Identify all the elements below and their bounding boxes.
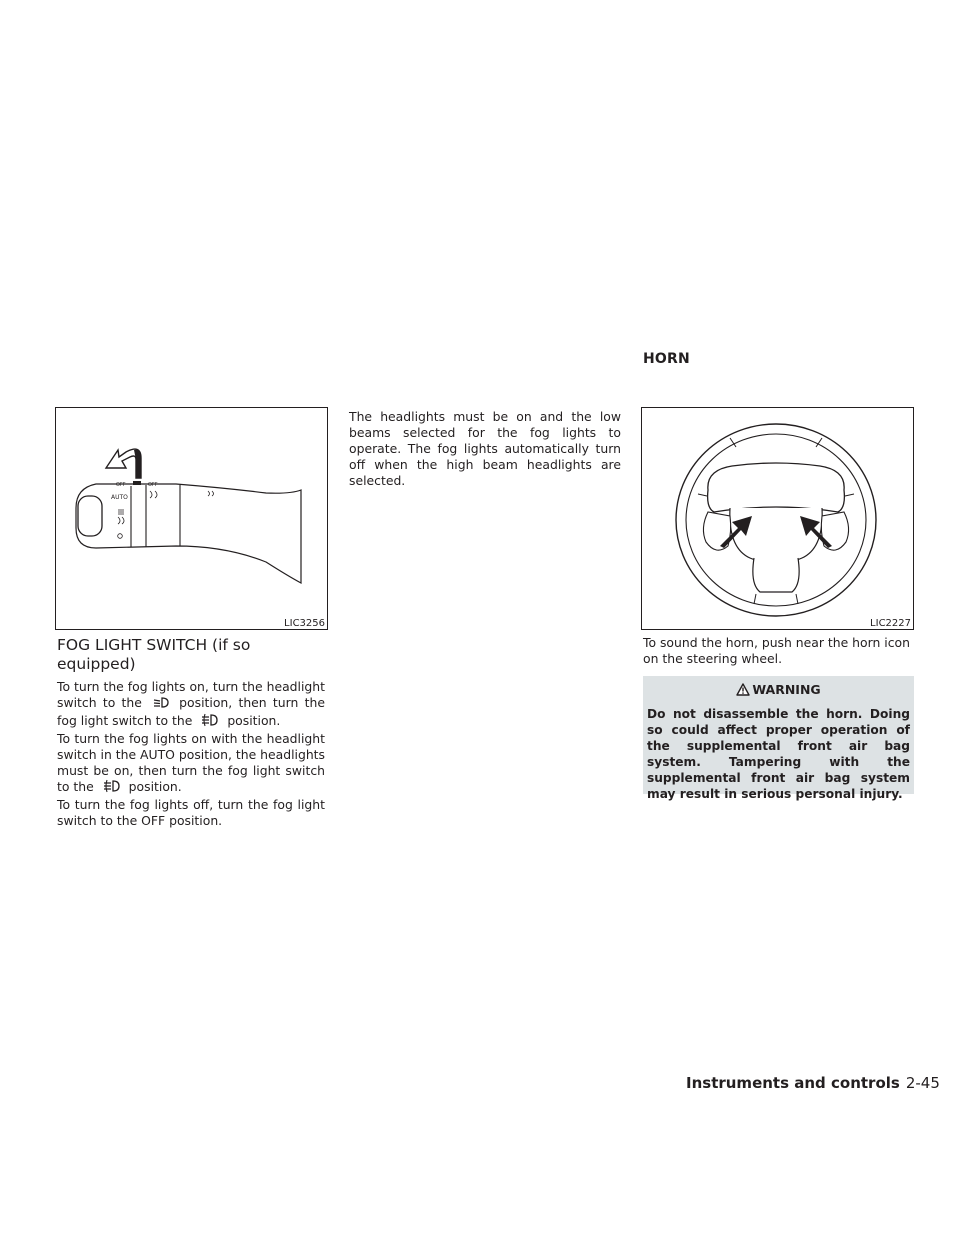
auto-marking: AUTO <box>111 494 128 501</box>
paragraph: The headlights must be on and the low beams selected for the fog lights to operate. The fog lights automatically turn off when the high beam headlights are selected. <box>349 409 621 488</box>
page-number: 2-45 <box>905 1074 940 1092</box>
off-marking-1: OFF <box>116 482 126 488</box>
fog-light-switch-figure <box>55 407 328 630</box>
headlight-icon <box>151 696 173 713</box>
horn-instructions <box>643 635 915 667</box>
warning-label: WARNING <box>752 682 821 697</box>
horn-heading: HORN <box>643 351 690 367</box>
paragraph: To sound the horn, push near the horn icon on the steering wheel. <box>643 635 910 666</box>
footer-section-name: Instruments and controls <box>686 1074 900 1092</box>
paragraph: To turn the fog lights off, turn the fog light switch to the OFF position. <box>57 797 325 828</box>
paragraph: To turn the fog lights on, turn the headlight switch to the position, then turn the fog light switch to the position. <box>57 679 325 731</box>
fog-light-instructions <box>57 679 325 829</box>
page-footer <box>686 1073 940 1092</box>
figure-id: LIC2227 <box>870 618 911 629</box>
horn-figure <box>641 407 914 630</box>
warning-header <box>643 676 914 702</box>
off-marking-2: OFF <box>148 482 158 488</box>
warning-box <box>643 676 914 801</box>
warning-text: Do not disassemble the horn. Doing so could affect proper operation of the supplemental front air bag system. Tampering with the supplemental front air bag system may result in serious personal injury. <box>647 707 910 801</box>
fog-light-icon <box>199 713 221 731</box>
fog-light-icon <box>101 779 123 797</box>
warning-triangle-icon <box>736 682 750 702</box>
paragraph: To turn the fog lights on with the headlight switch in the AUTO position, the headlights must be on, then turn the fog light switch to the position. <box>57 731 325 797</box>
combination-switch-illustration <box>56 408 327 629</box>
section-title: FOG LIGHT SWITCH (if so equipped) <box>57 636 251 673</box>
steering-wheel-illustration <box>642 408 913 629</box>
fog-light-note <box>349 409 621 489</box>
figure-id: LIC3256 <box>284 618 325 629</box>
